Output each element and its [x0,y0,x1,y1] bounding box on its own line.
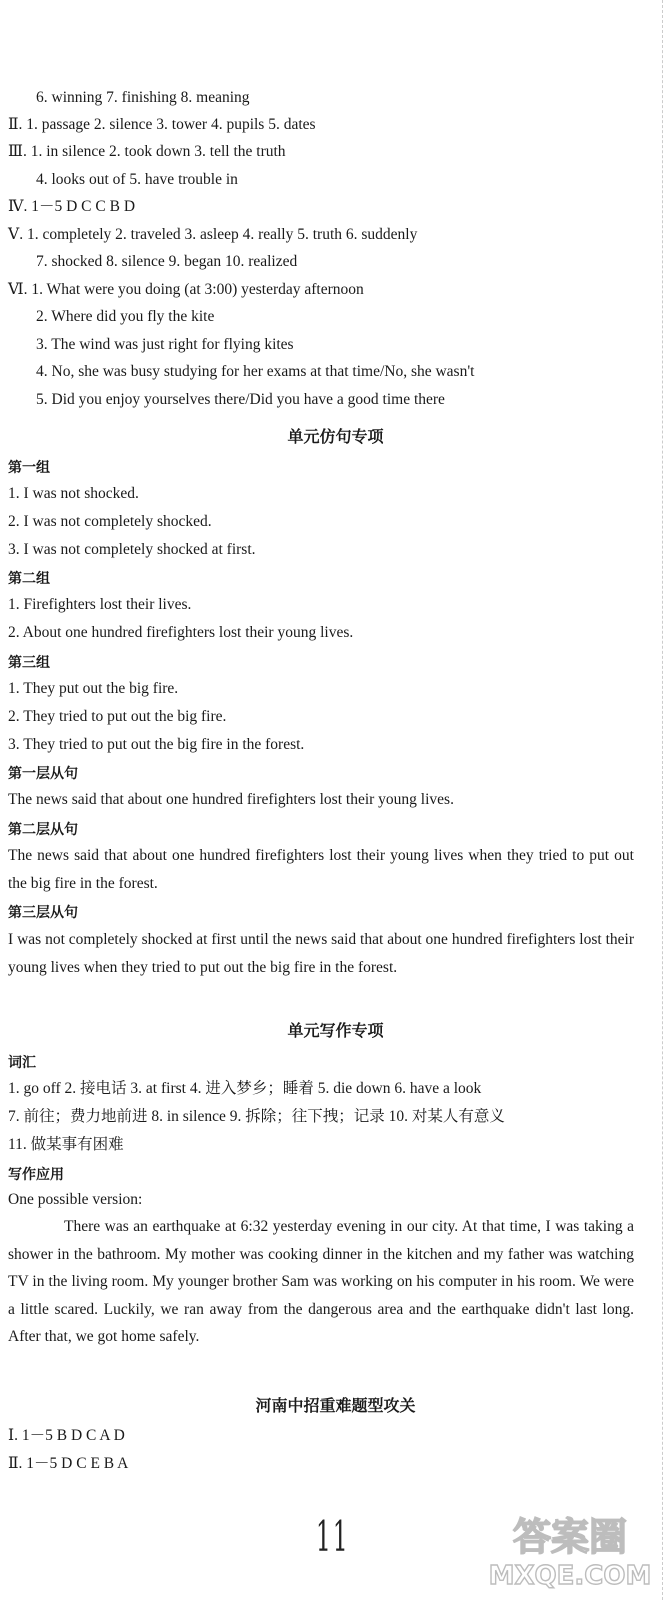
essay-text: There was an earthquake at 6:32 yesterday evening in our city. At that time, I was taking a shower in the bathroom. My mother was cooking dinner in the kitchen and my father was watching TV in the living room. My younger brother Sam was working on his computer in his room. We were a little scared. Luckily, we ran away from the dangerous area and the earthquake didn't last long. After that, we got home safely. [8,1218,634,1345]
clause-text: I was not completely shocked at first until the news said that about one hundred firefighters lost their young lives when they tried to put out the big fire in the forest. [8,931,634,976]
vocab-line: 7. 前往；费力地前进 8. in silence 9. 拆除；往下拽；记录 10. 对某人有意义 [8,1108,505,1125]
answer-line: Ⅱ. 1－5 D C E B A [8,1455,129,1472]
answer-line: 4. looks out of 5. have trouble in [36,171,238,188]
answer-line: Ⅵ. 1. What were you doing (at 3:00) yesterday afternoon [8,281,364,298]
version-label: One possible version: [8,1191,143,1208]
page-number: 11 [316,1512,350,1561]
answer-line: 3. The wind was just right for flying kites [36,336,294,353]
answer-line: 1. Firefighters lost their lives. [8,596,192,613]
group-label: 第二组 [8,571,50,587]
group-label: 第三组 [8,655,50,671]
section-heading: 河南中招重难题型攻关 [255,1396,416,1415]
answer-line: 2. They tried to put out the big fire. [8,708,227,725]
answer-line: 2. About one hundred firefighters lost their young lives. [8,624,354,641]
answer-line: 7. shocked 8. silence 9. began 10. realized [36,253,298,270]
clause-label: 第二层从句 [8,822,78,838]
writing-app-label: 写作应用 [8,1167,64,1183]
answer-line: Ⅲ. 1. in silence 2. took down 3. tell the truth [8,143,286,160]
vocab-line: 1. go off 2. 接电话 3. at first 4. 进入梦乡；睡着 5. die down 6. have a look [8,1080,482,1097]
watermark-logo [475,1508,665,1592]
answer-line: 3. They tried to put out the big fire in the forest. [8,736,305,753]
group-label: 第一组 [8,460,50,476]
answer-line: 2. I was not completely shocked. [8,513,212,530]
vocab-line: 11. 做某事有困难 [8,1136,124,1153]
clause-label: 第三层从句 [8,905,78,921]
vocab-label: 词汇 [8,1055,36,1071]
answer-line: 1. They put out the big fire. [8,680,179,697]
answer-line: 3. I was not completely shocked at first. [8,541,256,558]
watermark-url: MXQE.COM [488,1561,652,1591]
answer-line: Ⅱ. 1. passage 2. silence 3. tower 4. pupils 5. dates [8,116,316,133]
answer-line: 5. Did you enjoy yourselves there/Did you have a good time there [36,391,445,408]
watermark-cn: 答案圈 [512,1515,628,1559]
clause-text: The news said that about one hundred firefighters lost their young lives. [8,791,454,808]
answer-line: 2. Where did you fly the kite [36,308,215,325]
answer-line: 4. No, she was busy studying for her exams at that time/No, she wasn't [36,363,475,380]
answer-line: Ⅳ. 1－5 D C C B D [8,198,136,215]
section-heading: 单元写作专项 [287,1021,384,1040]
answer-line: Ⅴ. 1. completely 2. traveled 3. asleep 4. really 5. truth 6. suddenly [8,226,418,243]
answer-line: Ⅰ. 1－5 B D C A D [8,1427,125,1444]
section-heading: 单元仿句专项 [287,427,384,446]
answer-line: 1. I was not shocked. [8,485,139,502]
page-edge [662,0,671,1600]
clause-text: The news said that about one hundred firefighters lost their young lives when they tried to put out the big fire in the forest. [8,847,634,892]
clause-label: 第一层从句 [8,766,78,782]
answer-line: 6. winning 7. finishing 8. meaning [36,89,250,106]
